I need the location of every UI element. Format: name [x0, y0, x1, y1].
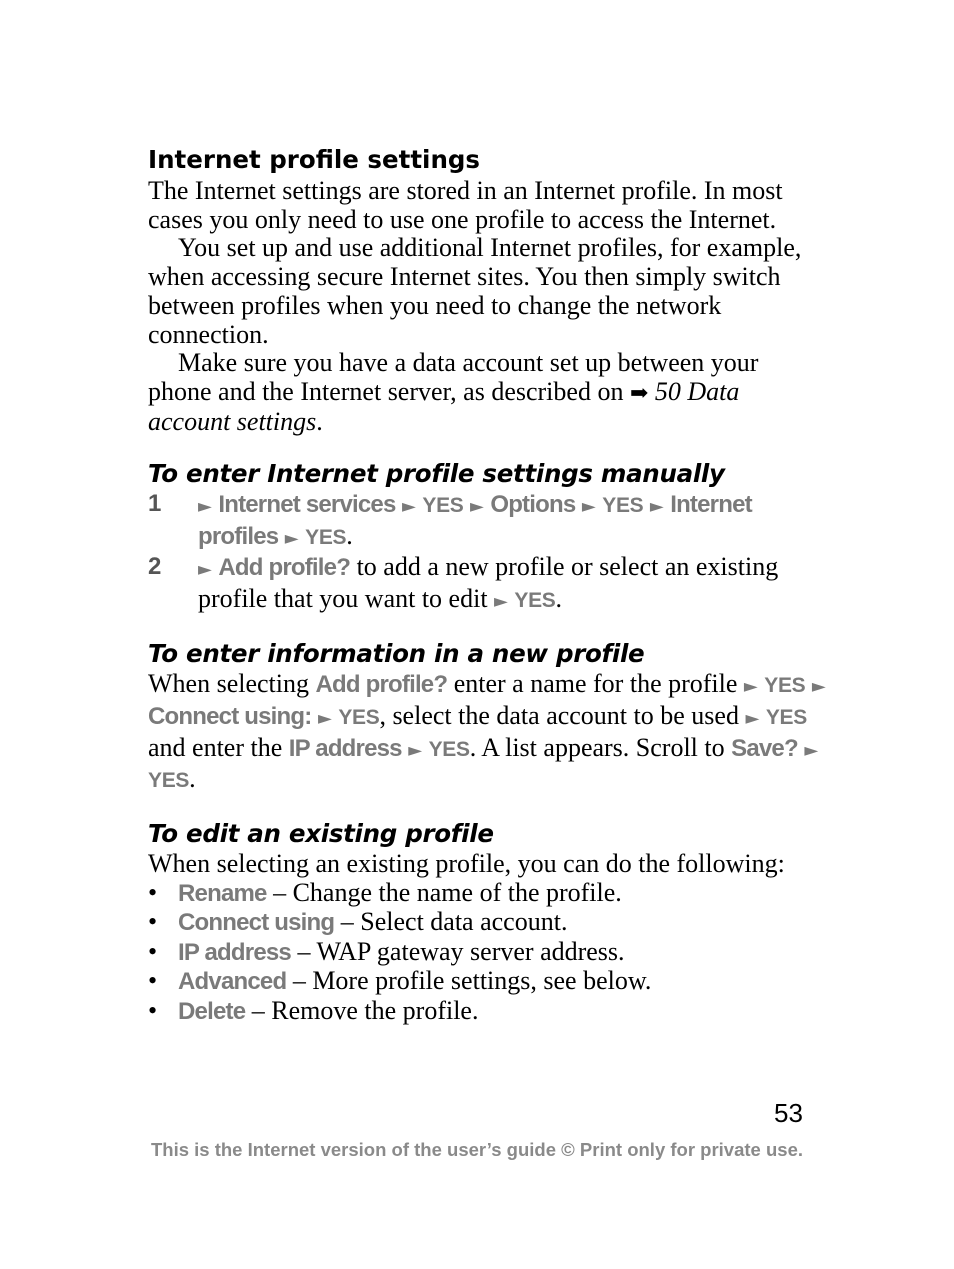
bullet: •	[148, 907, 158, 937]
list-item	[148, 997, 828, 1027]
menu-arrow-icon: ►	[284, 527, 299, 549]
new-profile-paragraph	[148, 670, 828, 796]
step-1-end: .	[346, 520, 353, 550]
option-desc: – Remove the profile.	[251, 995, 479, 1025]
menu-arrow-icon: ►	[408, 739, 423, 761]
menu-arrow-icon: ►	[649, 496, 664, 518]
menu-arrow-icon: ►	[743, 676, 758, 698]
menu-item-internet-profiles: Internet profiles	[198, 491, 752, 550]
option-delete: Delete	[178, 997, 246, 1025]
cross-reference-link[interactable]: 50 Data account settings	[148, 376, 740, 436]
menu-arrow-icon: ►	[317, 708, 332, 730]
menu-arrow-icon: ►	[494, 590, 508, 612]
option-connect-using: Connect using	[178, 909, 335, 937]
option-advanced: Advanced	[178, 968, 287, 996]
intro-block	[148, 177, 828, 436]
step-2-text: to add a new profile or select an existing profile that you want to edit	[198, 552, 779, 613]
menu-item-add-profile: Add profile?	[218, 554, 351, 582]
menu-arrow-icon: ►	[581, 496, 596, 518]
intro-p3-end: .	[316, 406, 323, 436]
text: When selecting	[148, 669, 309, 699]
menu-arrow-icon: ►	[469, 496, 484, 518]
page-content	[148, 143, 828, 1026]
yes-key: YES	[422, 494, 464, 518]
footer-notice: This is the Internet version of the user’s guide © Print only for private use.	[150, 1139, 803, 1160]
bullet: •	[148, 995, 158, 1025]
text: . A list appears. Scroll to	[469, 732, 725, 762]
option-desc: – WAP gateway server address.	[297, 936, 625, 966]
section-title: Internet profile settings	[148, 145, 481, 174]
list-item	[148, 938, 828, 968]
list-item	[148, 879, 828, 909]
yes-key: YES	[765, 706, 807, 730]
yes-key: YES	[428, 737, 470, 761]
yes-key: YES	[148, 769, 190, 793]
menu-item-options: Options	[490, 491, 576, 519]
step-number: 1	[148, 490, 162, 518]
option-desc: – More profile settings, see below.	[292, 966, 652, 996]
yes-key: YES	[602, 494, 644, 518]
edit-profile-section	[148, 818, 828, 1026]
bullet: •	[148, 966, 158, 996]
text: , select the data account to be used	[379, 701, 739, 731]
option-ip-address: IP address	[178, 938, 291, 966]
yes-key: YES	[764, 674, 806, 698]
edit-options-list	[148, 879, 828, 1027]
menu-item-internet-services: Internet services	[218, 491, 396, 519]
step-number: 2	[148, 553, 162, 581]
menu-item-add-profile: Add profile?	[315, 671, 448, 699]
menu-item-connect-using: Connect using:	[148, 703, 312, 731]
menu-arrow-icon: ►	[198, 496, 212, 518]
bullet: •	[148, 936, 158, 966]
edit-profile-heading: To edit an existing profile	[148, 819, 494, 849]
new-profile-heading: To enter information in a new profile	[148, 639, 645, 669]
step-2-end: .	[555, 583, 563, 613]
intro-paragraph-2: You set up and use additional Internet profiles, for example, when accessing secure Internet sites. You then simply switch between profiles when you need to change the network connection.	[148, 233, 802, 349]
list-item	[148, 967, 828, 997]
step-2	[148, 553, 828, 616]
right-arrow-icon: ➡	[629, 379, 649, 405]
menu-arrow-icon: ►	[198, 559, 212, 581]
step-1	[148, 490, 828, 553]
menu-arrow-icon: ►	[804, 739, 819, 761]
option-rename: Rename	[178, 879, 267, 907]
menu-item-ip-address: IP address	[288, 734, 402, 762]
menu-arrow-icon: ►	[811, 676, 826, 698]
intro-paragraph-1: The Internet settings are stored in an Internet profile. In most cases you only need to use one profile to access the Internet.	[148, 176, 783, 234]
edit-profile-intro: When selecting an existing profile, you can do the following:	[148, 849, 785, 879]
list-item	[148, 908, 828, 938]
option-desc: – Change the name of the profile.	[273, 877, 622, 907]
new-profile-section	[148, 638, 828, 796]
menu-item-save: Save?	[731, 734, 798, 762]
option-desc: – Select data account.	[340, 907, 568, 937]
manual-settings-heading: To enter Internet profile settings manually	[148, 459, 725, 489]
text: and enter the	[148, 732, 283, 762]
menu-arrow-icon: ►	[402, 496, 416, 518]
yes-key: YES	[338, 706, 380, 730]
intro-paragraph-3	[148, 349, 828, 436]
manual-settings-section	[148, 458, 828, 616]
yes-key: YES	[514, 588, 556, 612]
page-number: 53	[774, 1098, 803, 1128]
bullet: •	[148, 877, 158, 907]
text: enter a name for the profile	[453, 669, 738, 699]
intro-p3-text: Make sure you have a data account set up between your phone and the Internet server, as described on	[148, 348, 759, 406]
text: .	[189, 764, 196, 794]
yes-key: YES	[305, 525, 347, 549]
menu-arrow-icon: ►	[745, 708, 760, 730]
